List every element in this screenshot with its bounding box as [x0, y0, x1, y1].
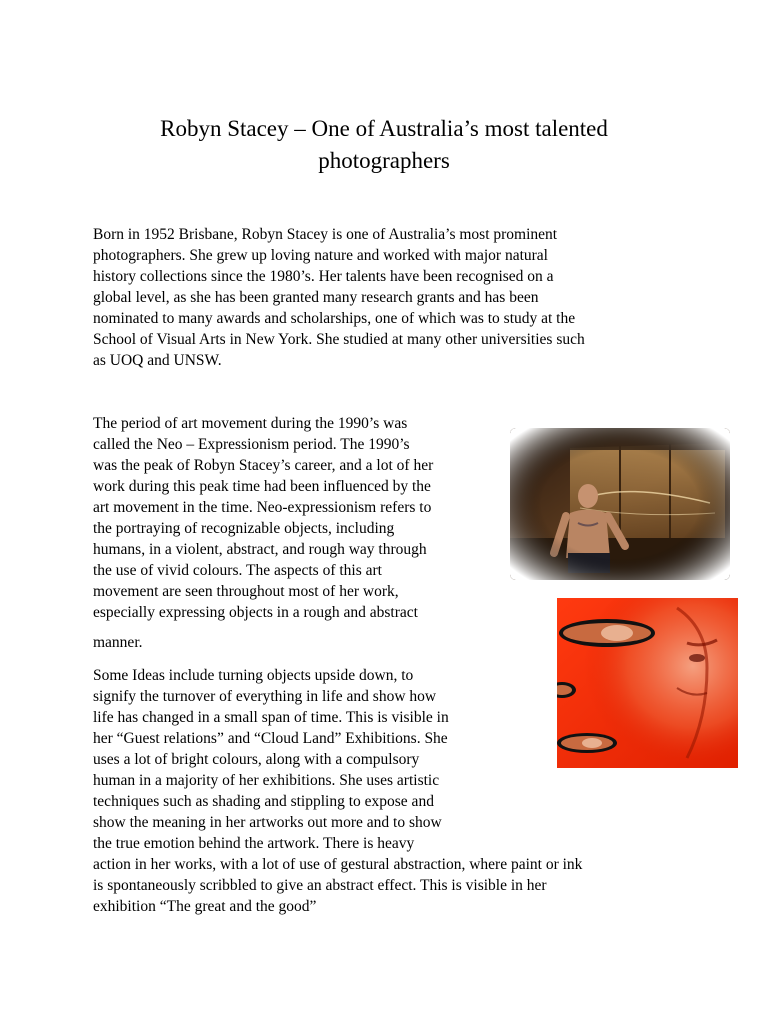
movement-line: especially expressing objects in a rough and abstract: [93, 604, 418, 621]
artwork-photo-man-svg: [510, 428, 730, 580]
intro-line: photographers. She grew up loving nature and worked with major natural: [93, 247, 548, 264]
ideas-line: techniques such as shading and stippling to expose and: [93, 793, 434, 810]
movement-line: the use of vivid colours. The aspects of this art: [93, 562, 382, 579]
ideas-line: is spontaneously scribbled to give an abstract effect. This is visible in her: [93, 877, 547, 894]
intro-line: nominated to many awards and scholarships, one of which was to study at the: [93, 310, 576, 327]
artwork-photo-man-in-room: [510, 428, 730, 580]
intro-line: as UOQ and UNSW.: [93, 352, 222, 369]
movement-line: movement are seen throughout most of her work,: [93, 583, 399, 600]
movement-line: The period of art movement during the 1990’s was: [93, 415, 408, 432]
movement-paragraph: [93, 413, 433, 623]
ideas-line: action in her works, with a lot of use of gestural abstraction, where paint or ink: [93, 856, 583, 873]
intro-paragraph: [93, 224, 585, 371]
ideas-line: Some Ideas include turning objects upside down, to: [93, 667, 414, 684]
movement-tail: manner.: [93, 634, 143, 651]
ideas-line: life has changed in a small span of time. This is visible in: [93, 709, 449, 726]
intro-line: Born in 1952 Brisbane, Robyn Stacey is one of Australia’s most prominent: [93, 226, 558, 243]
intro-line: School of Visual Arts in New York. She studied at many other universities such: [93, 331, 585, 348]
movement-line: was the peak of Robyn Stacey’s career, and a lot of her: [93, 457, 434, 474]
ideas-line: her “Guest relations” and “Cloud Land” Exhibitions. She: [93, 730, 448, 747]
ideas-line: exhibition “The great and the good”: [93, 898, 317, 915]
ideas-line: show the meaning in her artworks out more and to show: [93, 814, 442, 831]
artwork-photo-red-face-svg: [557, 598, 738, 768]
movement-line: art movement in the time. Neo-expressionism refers to: [93, 499, 432, 516]
movement-line: work during this peak time had been influenced by the: [93, 478, 431, 495]
page-title: [80, 113, 688, 177]
movement-line: the portraying of recognizable objects, including: [93, 520, 395, 537]
intro-line: global level, as she has been granted many research grants and has been: [93, 289, 539, 306]
ideas-line: signify the turnover of everything in life and show how: [93, 688, 437, 705]
ideas-line: the true emotion behind the artwork. There is heavy: [93, 835, 415, 852]
movement-line: humans, in a violent, abstract, and rough way through: [93, 541, 427, 558]
movement-line: called the Neo – Expressionism period. The 1990’s: [93, 436, 410, 453]
ideas-line: uses a lot of bright colours, along with a compulsory: [93, 751, 420, 768]
title-line-1: Robyn Stacey – One of Australia’s most talented: [160, 116, 608, 141]
title-line-2: photographers: [318, 148, 450, 173]
ideas-line: human in a majority of her exhibitions. She uses artistic: [93, 772, 440, 789]
artwork-photo-red-face: [557, 598, 738, 768]
ideas-paragraph: [93, 665, 582, 917]
intro-line: history collections since the 1980’s. Her talents have been recognised on a: [93, 268, 554, 285]
